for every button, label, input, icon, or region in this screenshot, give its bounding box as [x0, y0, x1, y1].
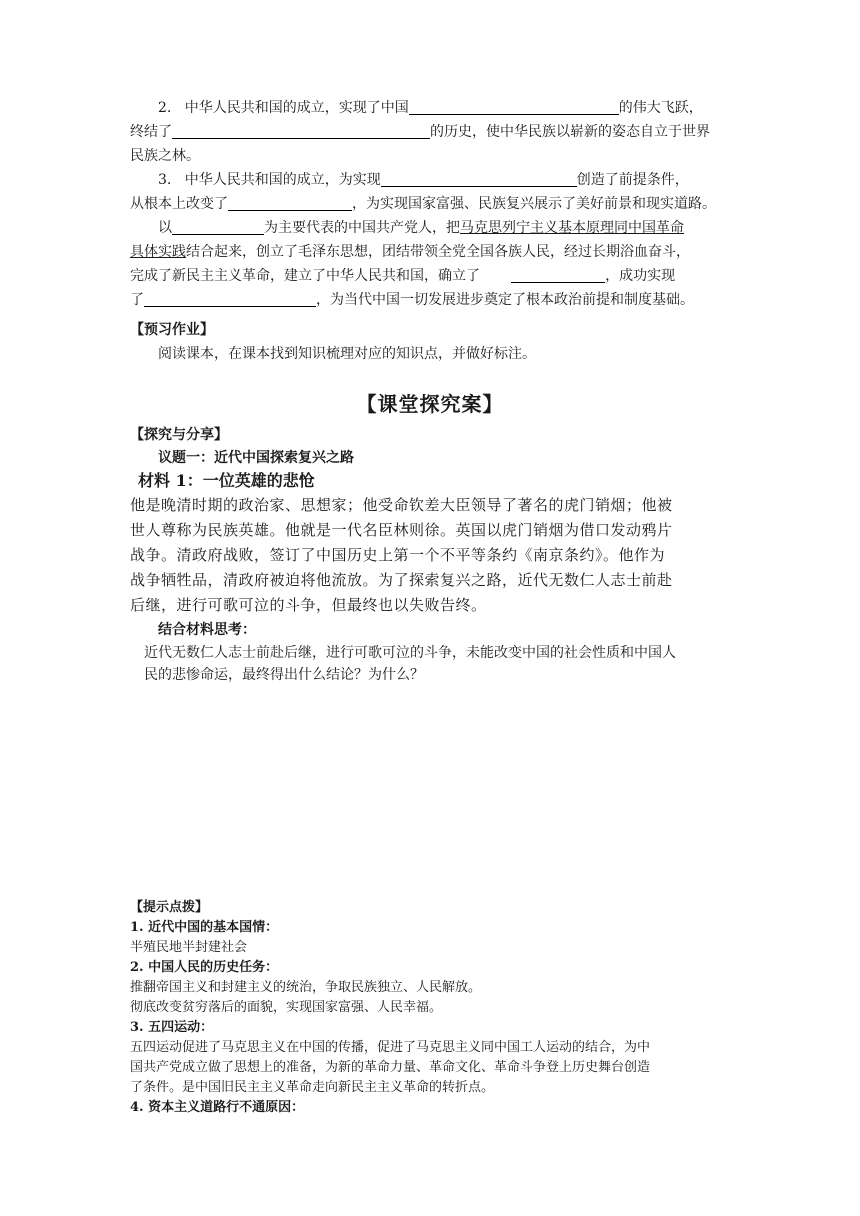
item-number: 3.: [158, 172, 172, 188]
underlined-text: 具体实践: [130, 244, 186, 260]
hint-3-line: 了条件。是中国旧民主主义革命走向新民主主义革命的转折点。: [130, 1080, 495, 1095]
material-line: 后继，进行可歌可泣的斗争，但最终也以失败告终。: [130, 596, 487, 614]
hint-1-heading: 1. 近代中国的基本国情：: [130, 920, 279, 935]
material-line: 战争牺牲品，清政府被迫将他流放。为了探索复兴之路，近代无数仁人志士前赴: [130, 571, 673, 589]
fill-blank[interactable]: [409, 98, 619, 115]
item-2-line-1: [130, 96, 730, 120]
hint-2-line: 推翻帝国主义和封建主义的统治，争取民族独立、人民解放。: [130, 980, 482, 995]
hint-2-line: 彻底改变贫穷落后的面貌，实现国家富强、人民幸福。: [130, 1000, 443, 1015]
material-line: 他是晚清时期的政治家、思想家；他受命钦差大臣领导了著名的虎门销烟；他被: [130, 496, 673, 514]
material-line: 战争。清政府战败，签订了中国历史上第一个不平等条约《南京条约》。他作为: [130, 546, 666, 564]
preview-heading: 【预习作业】: [130, 322, 214, 338]
think-heading: 结合材料思考：: [158, 622, 256, 638]
hint-4-heading: 4. 资本主义道路行不通原因：: [130, 1100, 305, 1115]
item-text: 的伟大飞跃，: [618, 100, 703, 116]
item-text: 中华人民共和国的成立，为实现: [184, 172, 381, 188]
para-text: 结合起来，创立了毛泽东思想，团结带领全党全国各族人民，经过长期浴血奋斗，: [186, 244, 690, 260]
para-text: ，为当代中国一切发展进步奠定了根本政治前提和制度基础。: [316, 292, 694, 308]
fill-blank[interactable]: [144, 290, 316, 307]
para-line-1: [130, 216, 730, 240]
underlined-text: 马克思列宁主义基本原理同中国革命: [460, 220, 684, 236]
topic-heading: 议题一：近代中国探索复兴之路: [158, 450, 354, 466]
para-text: ，成功实现: [605, 268, 676, 284]
question-line: 近代无数仁人志士前赴后继，进行可歌可泣的斗争，未能改变中国的社会性质和中国人: [144, 645, 676, 661]
section-title: 【课堂探究案】: [356, 392, 504, 416]
preview-text: 阅读课本，在课本找到知识梳理对应的知识点，并做好标注。: [158, 346, 536, 362]
material-title: 材料 1：一位英雄的悲怆: [138, 471, 315, 490]
share-heading: 【探究与分享】: [130, 427, 228, 443]
item-text: 终结了: [130, 124, 172, 140]
item-2-line-3: 民族之林。: [130, 148, 200, 164]
question-line: 民的悲惨命运，最终得出什么结论？为什么？: [144, 667, 424, 683]
hints-heading: 【提示点拨】: [130, 900, 209, 915]
item-2-line-2: [130, 120, 730, 144]
fill-blank[interactable]: [228, 194, 352, 211]
item-text: 的历史，使中华民族以崭新的姿态自立于世界: [430, 124, 710, 140]
hint-2-heading: 2. 中国人民的历史任务：: [130, 960, 279, 975]
item-text: 从根本上改变了: [130, 196, 228, 212]
para-text: 完成了新民主主义革命，建立了中华人民共和国，确立了: [130, 268, 480, 284]
item-number: 2.: [158, 100, 172, 116]
hint-1-text: 半殖民地半封建社会: [130, 940, 248, 955]
fill-blank[interactable]: [172, 122, 430, 139]
item-text: 创造了前提条件，: [576, 172, 689, 188]
fill-blank[interactable]: [172, 218, 264, 235]
hint-3-line: 国共产党成立做了思想上的准备，为新的革命力量、革命文化、革命斗争登上历史舞台创造: [130, 1060, 651, 1075]
item-text: 中华人民共和国的成立，实现了中国: [184, 100, 409, 116]
para-line-2: [130, 240, 730, 264]
item-text: ，为实现国家富强、民族复兴展示了美好前景和现实道路。: [352, 196, 716, 212]
hint-3-line: 五四运动促进了马克思主义在中国的传播，促进了马克思主义同中国工人运动的结合，为中: [130, 1040, 651, 1055]
answer-space[interactable]: [130, 686, 730, 898]
fill-blank[interactable]: [511, 266, 605, 283]
hint-3-heading: 3. 五四运动：: [130, 1020, 214, 1035]
para-text: 以: [158, 220, 172, 236]
item-3-line-1: [130, 168, 730, 192]
para-text: 了: [130, 292, 144, 308]
item-3-line-2: [130, 192, 730, 216]
document-page: [130, 96, 730, 1118]
material-text: [130, 493, 730, 618]
fill-blank[interactable]: [381, 170, 577, 187]
para-text: 为主要代表的中国共产党人，把: [264, 220, 460, 236]
para-line-4: [130, 288, 730, 312]
para-line-3: [130, 264, 730, 288]
material-line: 世人尊称为民族英雄。他就是一代名臣林则徐。英国以虎门销烟为借口发动鸦片: [130, 521, 673, 539]
